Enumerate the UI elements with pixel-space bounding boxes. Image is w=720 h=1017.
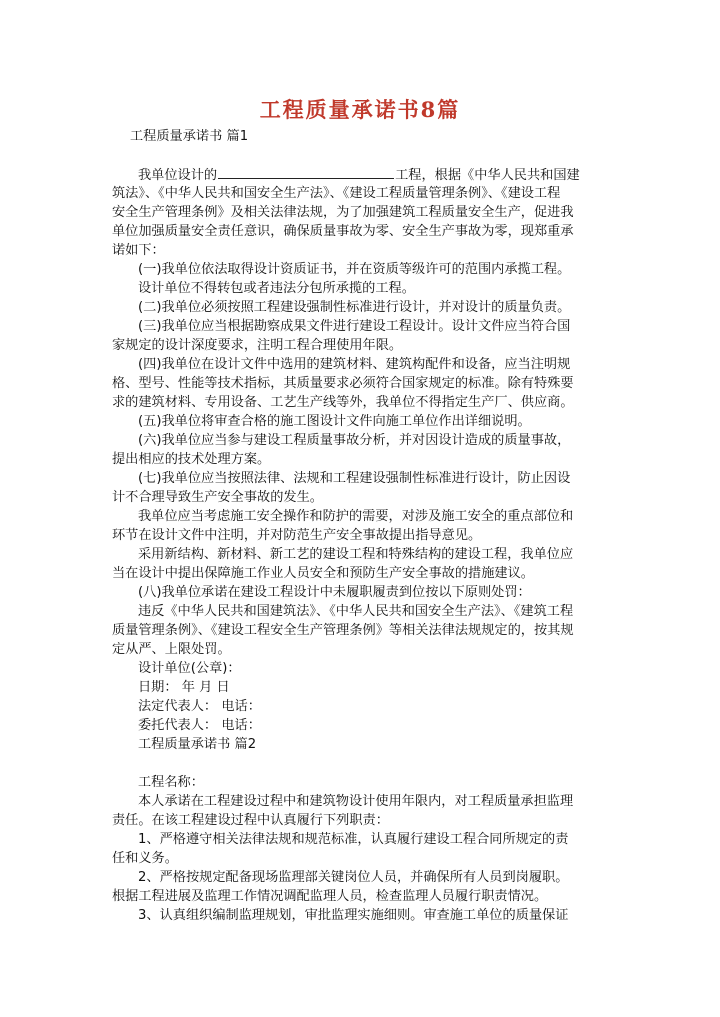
text-line: (一)我单位依法取得设计资质证书，并在资质等级许可的范围内承揽工程。 xyxy=(138,262,571,277)
text-line: 根据工程进展及监理工作情况调配监理人员，检查监理人员履行职责情况。 xyxy=(112,889,548,904)
text-line: 采用新结构、新材料、新工艺的建设工程和特殊结构的建设工程，我单位应 xyxy=(138,547,574,562)
text-line: 本人承诺在工程建设过程中和建筑物设计使用年限内，对工程质量承担监理 xyxy=(138,794,574,809)
project-name-line: 工程名称： xyxy=(138,775,204,790)
text-line: (四)我单位在设计文件中选用的建筑材料、建筑构配件和设备，应当注明规 xyxy=(138,357,571,372)
text-line: 我单位设计的 工程，根据《中华人民共和国建 xyxy=(138,168,580,183)
text-line: 我单位应当考虑施工安全操作和防护的需要，对涉及施工安全的重点部位和 xyxy=(138,509,574,524)
authorized-rep-line: 委托代表人： 电话： xyxy=(138,718,261,733)
text-line: 筑法》、《中华人民共和国安全生产法》、《建设工程质量管理条例》、《建设工程 xyxy=(112,186,561,201)
blank-underline xyxy=(218,166,394,179)
text-line: (七)我单位应当按照法律、法规和工程建设强制性标准进行设计，防止因设 xyxy=(138,471,571,486)
text-line: 违反《中华人民共和国建筑法》、《中华人民共和国安全生产法》、《建筑工程 xyxy=(138,604,574,619)
text-line: (三)我单位应当根据勘察成果文件进行建设工程设计。设计文件应当符合国 xyxy=(138,319,571,334)
signature-unit-line: 设计单位(公章)： xyxy=(138,661,241,676)
section-heading-2: 工程质量承诺书 篇2 xyxy=(138,737,257,752)
text-line: (五)我单位将审查合格的施工图设计文件向施工单位作出详细说明。 xyxy=(138,414,531,429)
text-line: 任和义务。 xyxy=(112,851,178,866)
text-line: 计不合理导致生产安全事故的发生。 xyxy=(112,490,323,505)
text-line: 诺如下： xyxy=(112,243,165,258)
text-line: 3、认真组织编制监理规划，审批监理实施细则。审查施工单位的质量保证 xyxy=(138,908,569,923)
document-title: 工程质量承诺书8篇 xyxy=(259,97,461,122)
date-line: 日期： 年 月 日 xyxy=(138,680,230,695)
text-line: 定从严、上限处罚。 xyxy=(112,642,231,657)
text-line: 设计单位不得转包或者违法分包所承揽的工程。 xyxy=(138,281,415,296)
text-line: 环节在设计文件中注明，并对防范生产安全事故提出指导意见。 xyxy=(112,528,482,543)
text-line: (八)我单位承诺在建设工程设计中未履职履责到位按以下原则处罚： xyxy=(138,585,531,600)
text-line: 质量管理条例》、《建设工程安全生产管理条例》等相关法律法规规定的，按其规 xyxy=(112,623,574,638)
text-line: 责任。在该工程建设过程中认真履行下列职责： xyxy=(112,813,389,828)
text-line: (二)我单位必须按照工程建设强制性标准进行设计，并对设计的质量负责。 xyxy=(138,300,571,315)
legal-rep-line: 法定代表人： 电话： xyxy=(138,699,261,714)
text-line: 安全生产管理条例》及相关法律法规，为了加强建筑工程质量安全生产，促进我 xyxy=(112,205,574,220)
section-heading-1: 工程质量承诺书 篇1 xyxy=(130,129,249,144)
text-line: 单位加强质量安全责任意识，确保质量事故为零、安全生产事故为零，现郑重承 xyxy=(112,224,574,239)
text-line: 1、严格遵守相关法律法规和规范标准，认真履行建设工程合同所规定的责 xyxy=(138,832,569,847)
text-line: 当在设计中提出保障施工作业人员安全和预防生产安全事故的措施建议。 xyxy=(112,566,534,581)
text-line: 求的建筑材料、专用设备、工艺生产线等外，我单位不得指定生产厂、供应商。 xyxy=(112,395,574,410)
text-line: 2、严格按规定配备现场监理部关键岗位人员，并确保所有人员到岗履职。 xyxy=(138,870,569,885)
text-line: (六)我单位应当参与建设工程质量事故分析，并对因设计造成的质量事故， xyxy=(138,433,571,448)
text-line: 家规定的设计深度要求，注明工程合理使用年限。 xyxy=(112,338,403,353)
text-line: 提出相应的技术处理方案。 xyxy=(112,452,271,467)
text-line: 格、型号、性能等技术指标，其质量要求必须符合国家规定的标准。除有特殊要 xyxy=(112,376,574,391)
